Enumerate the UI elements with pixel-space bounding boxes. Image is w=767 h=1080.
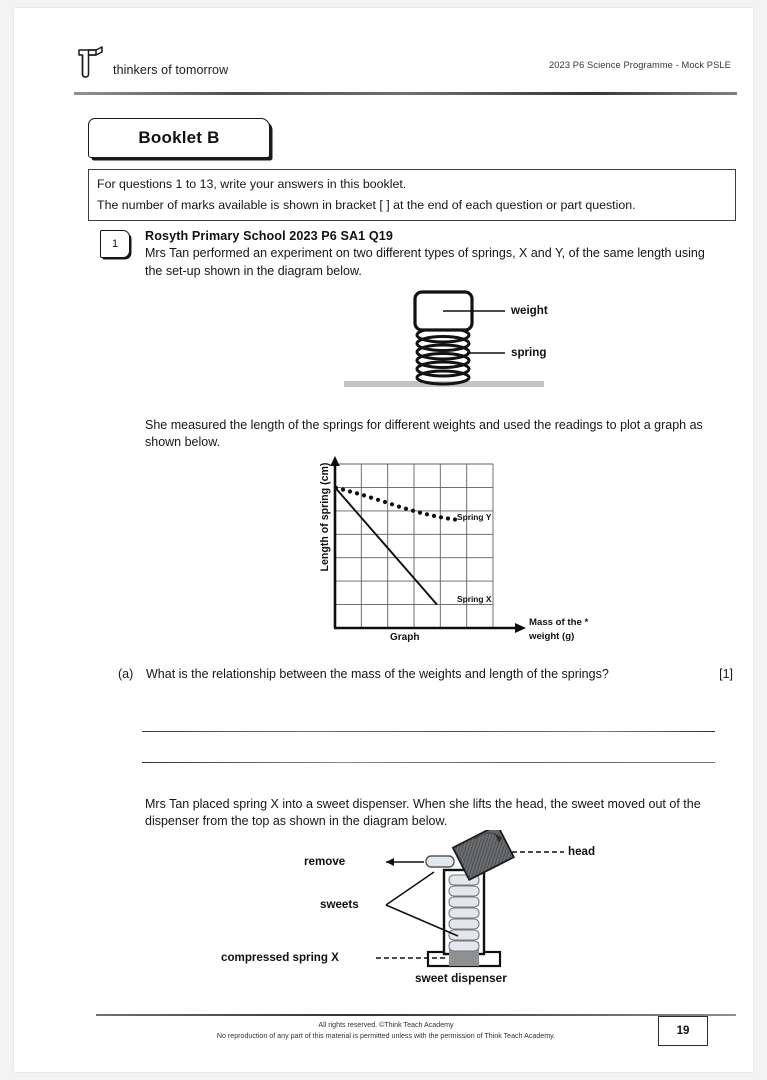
booklet-label: Booklet B bbox=[138, 128, 220, 147]
spring-length-graph bbox=[307, 456, 617, 651]
page-number: 19 bbox=[676, 1025, 690, 1037]
instruction-line-2: The number of marks available is shown in bracket [ ] at the end of each question or part question. bbox=[97, 197, 636, 212]
dispenser-paragraph: Mrs Tan placed spring X into a sweet dispenser. When she lifts the head, the sweet moved out of the dispenser from the top as shown in the diagram below. bbox=[145, 796, 701, 829]
instructions-box bbox=[88, 169, 736, 221]
remove-arrow-icon bbox=[386, 858, 394, 866]
booklet-tag bbox=[88, 118, 270, 158]
spring-coil-icon bbox=[417, 328, 469, 384]
footer-copyright bbox=[96, 1020, 676, 1041]
series-label-spring-y: Spring Y bbox=[457, 512, 492, 522]
question-body bbox=[145, 229, 725, 281]
compressed-spring-label: compressed spring X bbox=[221, 951, 339, 964]
answer-line-2[interactable] bbox=[142, 762, 715, 763]
footer-line-1: All rights reserved. ©Think Teach Academy bbox=[318, 1021, 454, 1029]
part-a-question: What is the relationship between the mass of the weights and length of the springs? bbox=[146, 667, 609, 681]
question-source: Rosyth Primary School 2023 P6 SA1 Q19 bbox=[145, 229, 393, 243]
part-a-marks: [1] bbox=[719, 667, 733, 681]
part-a-label: (a) bbox=[118, 667, 134, 681]
remove-label: remove bbox=[304, 855, 346, 868]
spring-label: spring bbox=[511, 346, 547, 359]
head-label: head bbox=[568, 845, 596, 858]
series-spring-x-line bbox=[335, 487, 437, 604]
sweet-stack-icon bbox=[449, 875, 479, 951]
footer-line-2: No reproduction of any part of this material is permitted unless with the permission of Think Teach Academy. bbox=[216, 1031, 556, 1040]
question-part-a bbox=[118, 667, 733, 681]
sweets-leader-line-upper bbox=[386, 872, 434, 905]
y-axis-arrow-icon bbox=[330, 456, 340, 466]
brand-logo bbox=[76, 46, 228, 80]
instruction-line-1: For questions 1 to 13, write your answers in this booklet. bbox=[97, 177, 407, 191]
sweet-dispenser-diagram bbox=[221, 830, 606, 990]
tt-monogram-icon bbox=[76, 46, 106, 80]
series-label-spring-x: Spring X bbox=[457, 594, 492, 604]
graph-caption: Graph bbox=[390, 632, 420, 643]
question-number-badge bbox=[100, 230, 130, 258]
graph-x-axis-label bbox=[529, 616, 588, 644]
spring-setup-diagram bbox=[339, 285, 614, 395]
graph-y-axis-label: Length of spring (cm) bbox=[319, 462, 331, 572]
measurement-paragraph: She measured the length of the springs for different weights and used the readings to plot a graph as shown below. bbox=[145, 417, 703, 450]
graph-x-axis-label-line2: weight (g) bbox=[529, 630, 575, 642]
header-divider bbox=[74, 92, 737, 95]
x-axis-arrow-icon bbox=[515, 623, 526, 633]
graph-x-axis-label-line1: Mass of the * bbox=[529, 617, 589, 628]
question-stem: Mrs Tan performed an experiment on two different types of springs, X and Y, of the same length using the set-up shown in the diagram below. bbox=[145, 246, 705, 278]
brand-tagline: thinkers of tomorrow bbox=[113, 63, 229, 77]
answer-line-1[interactable] bbox=[142, 731, 715, 732]
dispenser-caption: sweet dispenser bbox=[415, 971, 507, 985]
header-programme-title: 2023 P6 Science Programme - Mock PSLE bbox=[549, 60, 731, 70]
footer-divider bbox=[96, 1014, 736, 1016]
weight-label: weight bbox=[511, 304, 548, 317]
sweets-label: sweets bbox=[320, 898, 359, 911]
document-page bbox=[14, 8, 753, 1072]
page-number-box bbox=[658, 1016, 708, 1046]
page-header bbox=[76, 46, 731, 86]
series-spring-y-dots bbox=[334, 486, 457, 522]
removed-sweet-icon bbox=[426, 856, 454, 867]
question-number: 1 bbox=[111, 238, 119, 250]
